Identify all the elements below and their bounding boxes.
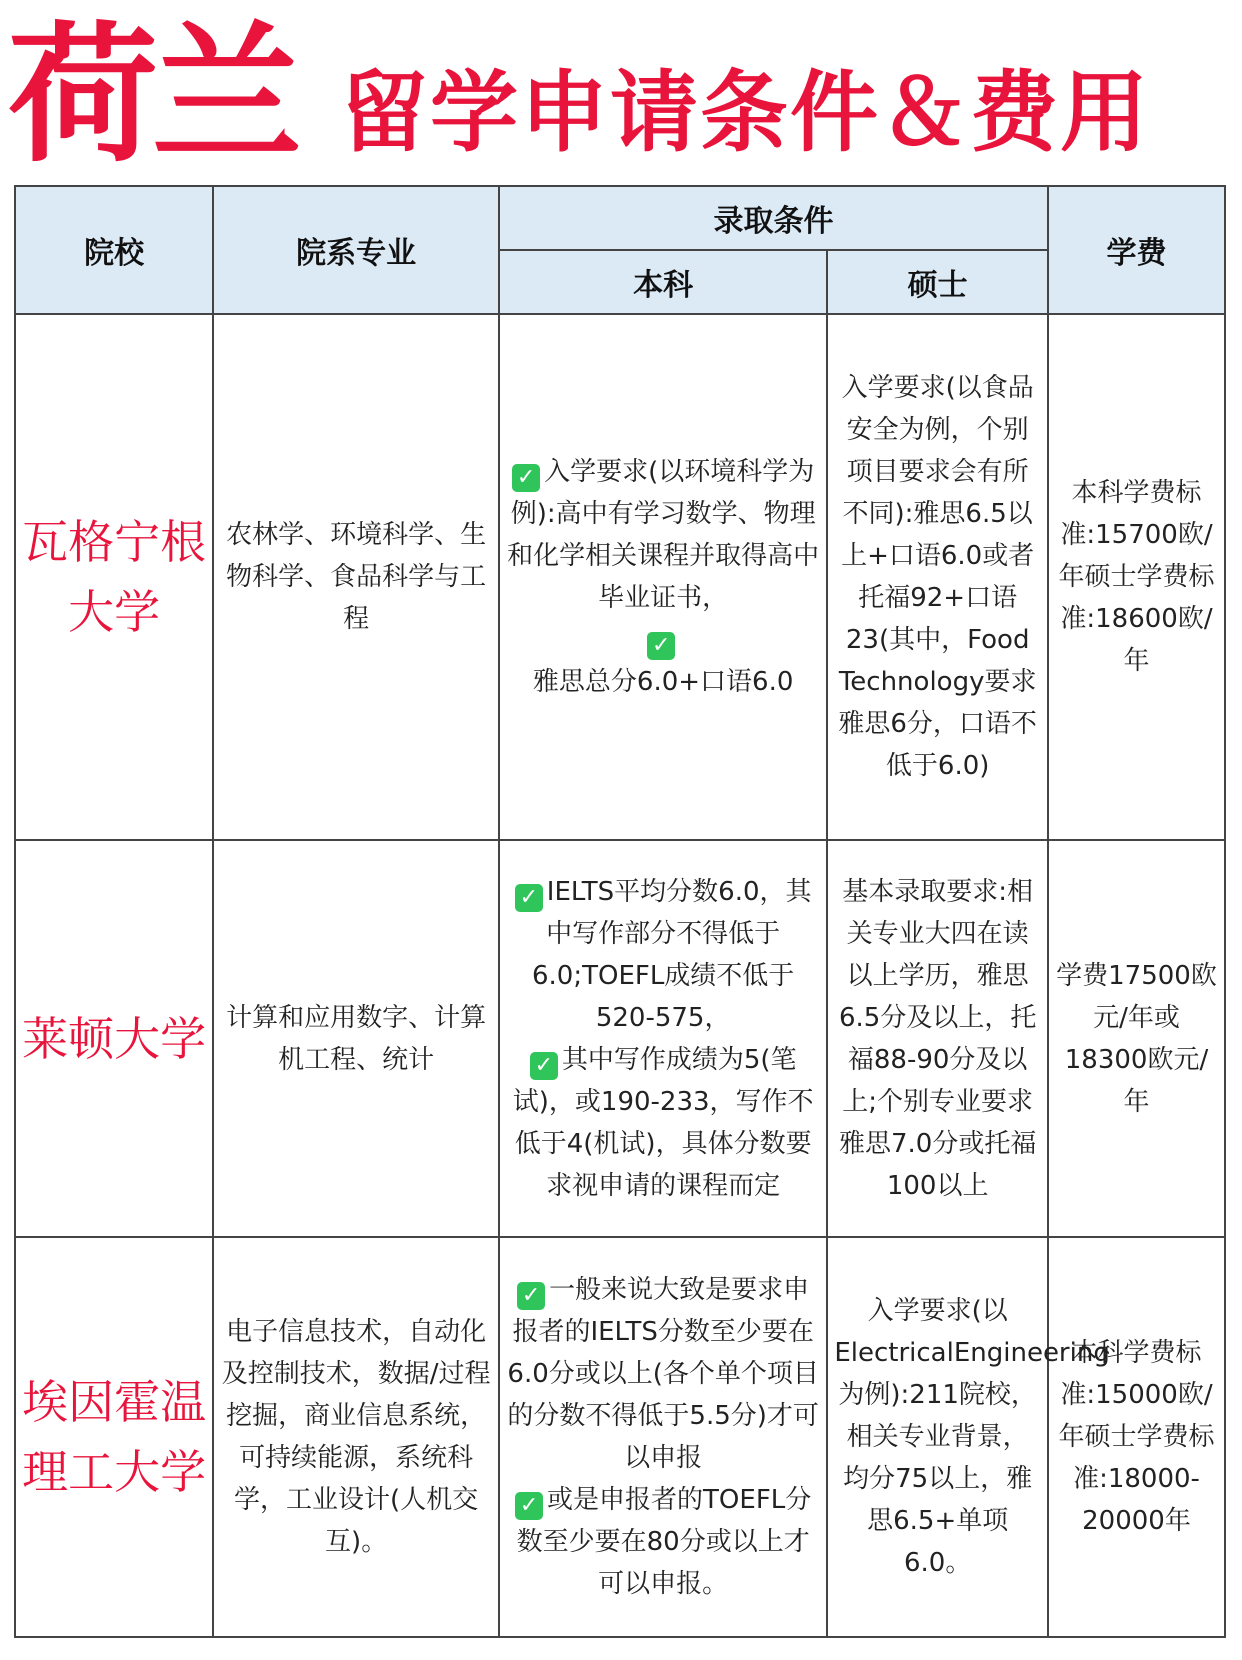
undergrad-item <box>506 1269 820 1479</box>
undergrad-item-text: 入学要求(以环境科学为例):高中有学习数学、物理和化学相关课程并取得高中毕业证书， <box>507 457 820 613</box>
major-cell: 计算和应用数字、计算机工程、统计 <box>213 840 499 1237</box>
title-banner <box>0 0 1242 182</box>
undergrad-item-text: 雅思总分6.0+口语6.0 <box>532 667 794 697</box>
check-mark-icon: ✓ <box>515 1492 543 1520</box>
check-mark-icon: ✓ <box>512 464 540 492</box>
undergrad-item <box>506 1039 820 1207</box>
tuition-cell: 学费17500欧元/年或18300欧元/年 <box>1048 840 1225 1237</box>
header-admission: 录取条件 <box>499 186 1048 250</box>
tuition-cell: 本科学费标准:15000欧/年硕士学费标准:18000-20000年 <box>1048 1237 1225 1637</box>
undergrad-item <box>506 1479 820 1605</box>
table-row <box>15 840 1225 1237</box>
undergrad-item <box>506 871 820 1039</box>
tuition-cell: 本科学费标准:15700欧/年硕士学费标准:18600欧/年 <box>1048 314 1225 840</box>
undergrad-item <box>507 457 819 613</box>
check-mark-icon: ✓ <box>515 884 543 912</box>
header-undergrad: 本科 <box>499 250 827 314</box>
undergrad-item <box>506 619 820 661</box>
undergrad-item-text: 或是申报者的TOEFL分数至少要在80分或以上才可以申报。 <box>516 1485 812 1599</box>
check-mark-icon: ✓ <box>647 632 675 660</box>
admission-table <box>14 185 1226 1638</box>
table-row <box>15 1237 1225 1637</box>
major-cell: 农林学、环境科学、生物科学、食品科学与工程 <box>213 314 499 840</box>
master-cell: 入学要求(以食品安全为例，个别项目要求会有所不同):雅思6.5以上+口语6.0或者托福92+口语23(其中，Food Technology要求雅思6分，口语不低于6.0) <box>827 314 1048 840</box>
undergrad-item-text: 其中写作成绩为5(笔试)，或190-233，写作不低于4(机试)，具体分数要求视申请的课程而定 <box>512 1044 814 1201</box>
title-highlight: 荷兰 <box>8 9 297 183</box>
header-major: 院系专业 <box>213 186 499 314</box>
table-row <box>15 314 1225 840</box>
major-cell: 电子信息技术，自动化及控制技术，数据/过程挖掘，商业信息系统，可持续能源，系统科学，工业设计(人机交互)。 <box>213 1237 499 1637</box>
master-cell: 基本录取要求:相关专业大四在读以上学历，雅思6.5分及以上，托福88-90分及以上;个别专业要求雅思7.0分或托福100以上 <box>827 840 1048 1237</box>
header-master: 硕士 <box>827 250 1048 314</box>
header-school: 院校 <box>15 186 213 314</box>
school-name: 瓦格宁根大学 <box>15 314 213 840</box>
header-tuition: 学费 <box>1048 186 1225 314</box>
undergrad-item-text: 一般来说大致是要求申报者的IELTS分数至少要在6.0分或以上(各个单个项目的分数不得低于5.5分)才可以申报 <box>507 1275 819 1473</box>
undergrad-cell <box>499 1237 827 1637</box>
undergrad-cell <box>499 840 827 1237</box>
undergrad-cell <box>499 314 827 840</box>
check-mark-icon: ✓ <box>517 1282 545 1310</box>
check-mark-icon: ✓ <box>530 1052 558 1080</box>
master-cell: 入学要求(以 ElectricalEngineering为例):211院校，相关专业背景，均分75以上，雅思6.5+单项6.0。 <box>827 1237 1048 1637</box>
undergrad-item-text: IELTS平均分数6.0，其中写作部分不得低于6.0;TOEFL成绩不低于520-575， <box>531 876 812 1033</box>
school-name: 埃因霍温理工大学 <box>15 1237 213 1637</box>
school-name: 莱顿大学 <box>15 840 213 1237</box>
title-subtitle: 留学申请条件＆费用 <box>340 61 1151 164</box>
